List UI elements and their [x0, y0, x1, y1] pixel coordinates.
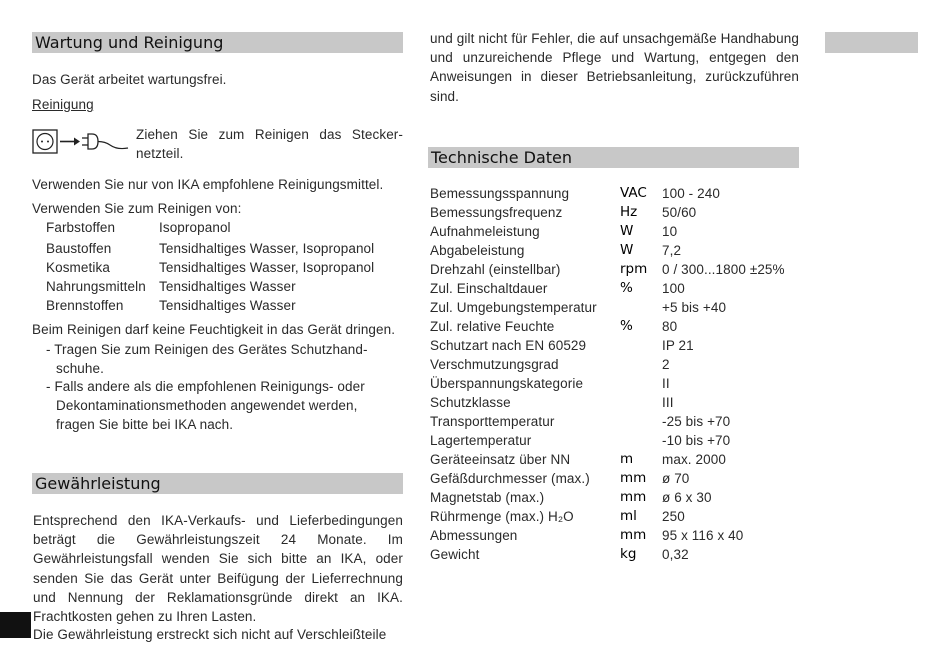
tech-label: Drehzahl (einstellbar) [430, 262, 561, 277]
tech-label: Geräteeinsatz über NN [430, 452, 571, 467]
tech-label: Transporttemperatur [430, 414, 555, 429]
cleaning-material: Kosmetika [46, 260, 110, 275]
heading-gewaehrleistung: Gewährleistung [32, 473, 403, 494]
page-edge-tab [825, 32, 918, 53]
tech-value: 100 [662, 281, 685, 296]
tech-row [430, 222, 800, 241]
bullet-line: Dekontaminationsmethoden angewendet werden, [56, 398, 358, 413]
tech-row [430, 184, 800, 203]
tech-row [430, 393, 800, 412]
tech-row [430, 260, 800, 279]
tech-unit: % [620, 280, 633, 296]
tech-label: Überspannungskategorie [430, 376, 584, 391]
tech-unit: Hz [620, 204, 638, 220]
tech-row [430, 488, 800, 507]
tech-unit: mm [620, 470, 647, 486]
tech-value: 50/60 [662, 205, 697, 220]
cleaning-agent: Tensidhaltiges Wasser [159, 279, 296, 294]
tech-value: III [662, 395, 674, 410]
tech-unit: m [620, 451, 634, 467]
tech-value: -25 bis +70 [662, 414, 731, 429]
tech-unit: W [620, 242, 634, 258]
tech-value: 0 / 300...1800 ±25% [662, 262, 785, 277]
table-intro: Verwenden Sie zum Reinigen von: [32, 201, 242, 216]
tech-row [430, 203, 800, 222]
tech-value: 80 [662, 319, 678, 334]
tech-value: 7,2 [662, 243, 682, 258]
tech-row [430, 545, 800, 564]
tech-label: Bemessungsfrequenz [430, 205, 563, 220]
tech-value: -10 bis +70 [662, 433, 731, 448]
tech-label: Verschmutzungsgrad [430, 357, 559, 372]
cleaning-material: Farbstoffen [46, 220, 116, 235]
tech-label: Schutzklasse [430, 395, 511, 410]
cleaning-agent: Isopropanol [159, 220, 231, 235]
heading-wartung: Wartung und Reinigung [32, 32, 403, 53]
tech-label: Abmessungen [430, 528, 518, 543]
warranty-continuation: und gilt nicht für Fehler, die auf unsachgemäße Handhabung und unzureichende Pflege und Wartung, entgegen den Anweisungen in dieser Betriebsanleitung, zurückzuführen sind. [430, 31, 799, 104]
cleaning-material: Nahrungsmitteln [46, 279, 146, 294]
tech-label: Zul. Einschaltdauer [430, 281, 548, 296]
tech-label: Zul. relative Feuchte [430, 319, 555, 334]
plug-instruction-line1: Ziehen Sie zum Reinigen das Stecker- [136, 127, 403, 142]
tech-label: Bemessungsspannung [430, 186, 570, 201]
cleaning-agent: Tensidhaltiges Wasser, Isopropanol [159, 260, 375, 275]
tech-row [430, 431, 800, 450]
tech-value: 95 x 116 x 40 [662, 528, 744, 543]
tech-row [430, 317, 800, 336]
warranty-paragraph: Entsprechend den IKA-Verkaufs- und Lieferbedingungen beträgt die Gewährleistungszeit 24 Monate. Im Gewährleistungsfall wenden Sie sich bitte an IKA, oder senden Sie das Gerät unter Beifügung der Lieferrechnung und Nennung der Reklamationsgründe direkt an IKA. Frachtkosten gehen zu Ihren Lasten. [33, 513, 403, 625]
tech-row [430, 374, 800, 393]
tech-value: 2 [662, 357, 670, 372]
cleaning-material: Baustoffen [46, 241, 112, 256]
cleaning-agent: Tensidhaltiges Wasser [159, 298, 296, 313]
bullet-line: schuhe. [56, 361, 104, 376]
heading-technische-daten: Technische Daten [428, 147, 799, 168]
tech-data-table [430, 184, 800, 574]
tech-value: ø 70 [662, 471, 690, 486]
tech-row [430, 336, 800, 355]
tech-unit: mm [620, 527, 647, 543]
agents-note: Verwenden Sie nur von IKA empfohlene Reinigungsmittel. [32, 177, 384, 192]
bullet-line: - Falls andere als die empfohlenen Reinigungs- oder [46, 379, 365, 394]
tech-label: Zul. Umgebungstemperatur [430, 300, 597, 315]
tech-value: +5 bis +40 [662, 300, 727, 315]
tech-unit: mm [620, 489, 647, 505]
tech-row [430, 355, 800, 374]
bullet-line: fragen Sie bitte bei IKA nach. [56, 417, 234, 432]
tech-value: 10 [662, 224, 678, 239]
tech-row [430, 241, 800, 260]
bullet-line: - Tragen Sie zum Reinigen des Gerätes Schutzhand- [46, 342, 368, 357]
tech-label: Magnetstab (max.) [430, 490, 545, 505]
cleaning-material: Brennstoffen [46, 298, 124, 313]
tech-row [430, 450, 800, 469]
tech-label: Aufnahmeleistung [430, 224, 540, 239]
tech-value: max. 2000 [662, 452, 726, 467]
power-socket-icon [32, 128, 132, 156]
tech-value: 100 - 240 [662, 186, 720, 201]
unplug-illustration [32, 128, 132, 156]
tech-value: ø 6 x 30 [662, 490, 712, 505]
tech-unit: VAC [620, 185, 647, 201]
tech-unit: rpm [620, 261, 648, 277]
tech-row [430, 279, 800, 298]
warranty-paragraph-2: Die Gewährleistung erstreckt sich nicht auf Verschleißteile [33, 627, 387, 642]
subheading-reinigung: Reinigung [32, 97, 94, 112]
tech-label: Abgabeleistung [430, 243, 525, 258]
tech-unit: kg [620, 546, 637, 562]
tech-row [430, 526, 800, 545]
tech-label: Gewicht [430, 547, 480, 562]
tech-label: Schutzart nach EN 60529 [430, 338, 587, 353]
moisture-note: Beim Reinigen darf keine Feuchtigkeit in das Gerät dringen. [32, 322, 396, 337]
tech-value: 0,32 [662, 547, 689, 562]
tech-row [430, 298, 800, 317]
tech-unit: W [620, 223, 634, 239]
tech-label: Gefäßdurchmesser (max.) [430, 471, 590, 486]
cleaning-agent: Tensidhaltiges Wasser, Isopropanol [159, 241, 375, 256]
tech-value: II [662, 376, 670, 391]
tech-unit: % [620, 318, 633, 334]
tech-row [430, 469, 800, 488]
tech-value: IP 21 [662, 338, 694, 353]
plug-instruction-line2: netzteil. [136, 146, 184, 161]
tech-value: 250 [662, 509, 685, 524]
tech-unit: ml [620, 508, 637, 524]
tech-label: Lagertemperatur [430, 433, 532, 448]
tech-row [430, 507, 800, 526]
page-edge-marker [0, 612, 31, 638]
tech-row [430, 412, 800, 431]
intro-text: Das Gerät arbeitet wartungsfrei. [32, 72, 227, 87]
tech-label: Rührmenge (max.) H₂O [430, 509, 574, 524]
